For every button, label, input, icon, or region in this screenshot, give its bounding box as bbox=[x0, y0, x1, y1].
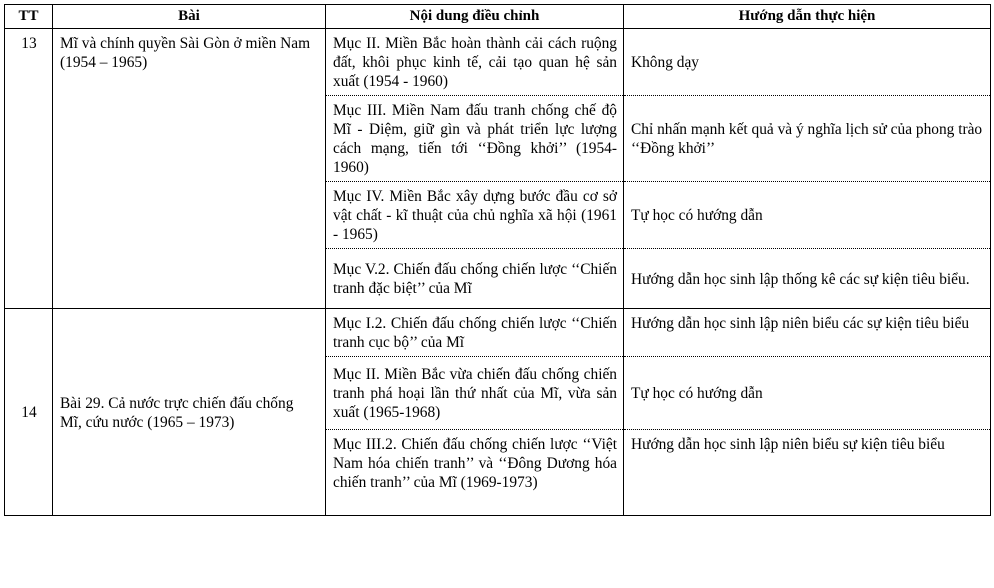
adjustment-content: Mục III. Miền Nam đấu tranh chống chế độ Mĩ - Diệm, giữ gìn và phát triển lực lượng cách mạng, tiến tới ‘‘Đồng khởi’’ (1954-1960) bbox=[326, 96, 624, 182]
adjustment-content: Mục II. Miền Bắc hoàn thành cải cách ruộng đất, khôi phục kinh tế, cải tạo quan hệ sản xuất (1954 - 1960) bbox=[326, 29, 624, 96]
header-noi-dung: Nội dung điều chỉnh bbox=[326, 5, 624, 29]
lesson-number: 14 bbox=[5, 309, 53, 516]
implementation-guide: Hướng dẫn học sinh lập niên biểu sự kiện tiêu biểu bbox=[624, 430, 991, 516]
adjustment-content: Mục IV. Miền Bắc xây dựng bước đầu cơ sở vật chất - kĩ thuật của chủ nghĩa xã hội (1961 - 1965) bbox=[326, 182, 624, 249]
header-huong-dan: Hướng dẫn thực hiện bbox=[624, 5, 991, 29]
implementation-guide: Hướng dẫn học sinh lập niên biểu các sự kiện tiêu biểu bbox=[624, 309, 991, 357]
implementation-guide: Chỉ nhấn mạnh kết quả và ý nghĩa lịch sử của phong trào ‘‘Đồng khởi’’ bbox=[624, 96, 991, 182]
adjustment-content: Mục III.2. Chiến đấu chống chiến lược ‘‘Việt Nam hóa chiến tranh’’ và ‘‘Đông Dương hóa chiến tranh’’ của Mĩ (1969-1973) bbox=[326, 430, 624, 516]
header-bai: Bài bbox=[53, 5, 326, 29]
adjustment-content: Mục I.2. Chiến đấu chống chiến lược ‘‘Chiến tranh cục bộ’’ của Mĩ bbox=[326, 309, 624, 357]
implementation-guide: Hướng dẫn học sinh lập thống kê các sự kiện tiêu biểu. bbox=[624, 249, 991, 309]
implementation-guide: Không dạy bbox=[624, 29, 991, 96]
table-row bbox=[5, 309, 991, 357]
header-tt: TT bbox=[5, 5, 53, 29]
adjustment-table bbox=[4, 4, 991, 516]
adjustment-content: Mục V.2. Chiến đấu chống chiến lược ‘‘Chiến tranh đặc biệt’’ của Mĩ bbox=[326, 249, 624, 309]
implementation-guide: Tự học có hướng dẫn bbox=[624, 182, 991, 249]
lesson-title: Mĩ và chính quyền Sài Gòn ở miền Nam (1954 – 1965) bbox=[53, 29, 326, 309]
adjustment-content: Mục II. Miền Bắc vừa chiến đấu chống chiến tranh phá hoại lần thứ nhất của Mĩ, vừa sản xuất (1965-1968) bbox=[326, 357, 624, 430]
table-header-row bbox=[5, 5, 991, 29]
lesson-number: 13 bbox=[5, 29, 53, 309]
lesson-title: Bài 29. Cả nước trực chiến đấu chống Mĩ, cứu nước (1965 – 1973) bbox=[53, 309, 326, 516]
implementation-guide: Tự học có hướng dẫn bbox=[624, 357, 991, 430]
table-row bbox=[5, 29, 991, 96]
